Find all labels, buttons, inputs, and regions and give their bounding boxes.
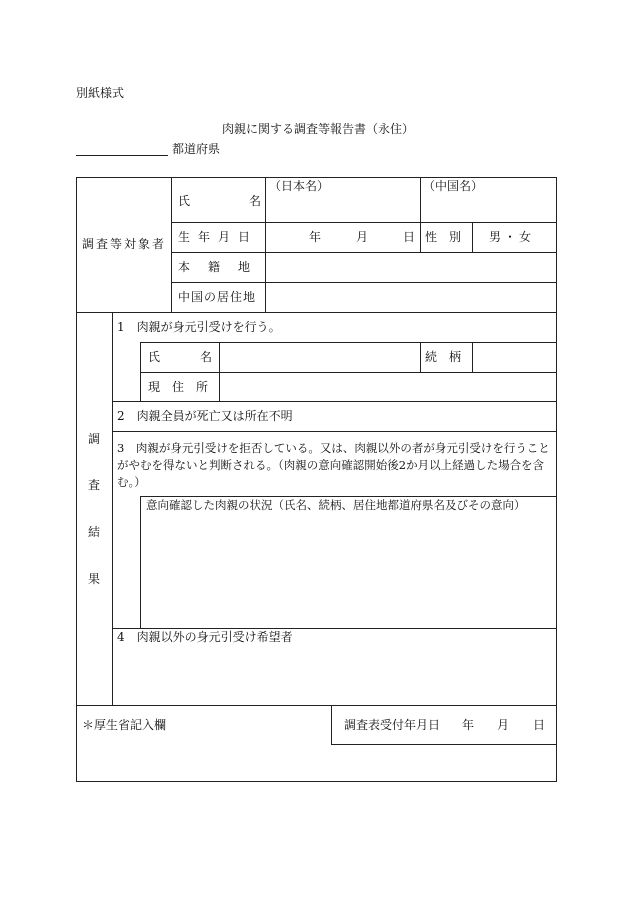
form-label: 別紙様式 (76, 86, 125, 100)
sex-label: 性 別 (425, 230, 462, 244)
sex-options: 男・女 (489, 230, 535, 244)
result-item-3: 3 肉親が身元引受けを拒否している。又は、肉親以外の者が身元引受けを行うことがやむを得ないと判断される。（肉親の意向確認開始後2か月以上経過した場合を含む。） (117, 441, 550, 489)
results-label-char: 調 (88, 432, 101, 446)
chinese-name-label: （中国名） (423, 179, 484, 193)
japanese-name-label: （日本名） (269, 179, 330, 193)
results-label-char: 果 (88, 572, 101, 586)
received-month: 月 (497, 718, 510, 732)
name-label-left: 氏 (178, 194, 191, 208)
results-label-char: 査 (88, 478, 101, 492)
item3-box-label: 意向確認した肉親の状況（氏名、続柄、居住地都道府県名及びその意向） (146, 498, 526, 512)
item1-address-label: 現 住 所 (148, 380, 209, 394)
birthdate-day: 日 (403, 230, 416, 244)
name-label-right: 名 (249, 194, 262, 208)
result-item-1: 1 肉親が身元引受けを行う。 (117, 320, 281, 334)
domicile-label: 本 籍 地 (178, 260, 254, 274)
page-title: 肉親に関する調査等報告書（永住） (222, 122, 415, 136)
result-item-2: 2 肉親全員が死亡又は所在不明 (117, 409, 293, 423)
item1-relation-label: 続 柄 (425, 350, 462, 364)
item1-name-label-left: 氏 (148, 350, 161, 364)
result-item-4: 4 肉親以外の身元引受け希望者 (117, 630, 293, 644)
item1-name-label-right: 名 (200, 350, 213, 364)
prefecture-blank-line (76, 155, 168, 156)
received-day: 日 (533, 718, 546, 732)
received-year: 年 (462, 718, 475, 732)
subject-section-label: 調査等対象者 (82, 237, 167, 251)
prefecture-suffix: 都道府県 (172, 142, 221, 156)
birthdate-year: 年 (309, 230, 322, 244)
china-address-label: 中国の居住地 (178, 290, 257, 304)
received-date-label: 調査表受付年月日 (344, 718, 441, 732)
results-label-char: 結 (88, 525, 101, 539)
birthdate-month: 月 (356, 230, 369, 244)
ministry-entry-label: ＊厚生省記入欄 (82, 718, 167, 732)
birthdate-label: 生年月日 (178, 230, 259, 244)
